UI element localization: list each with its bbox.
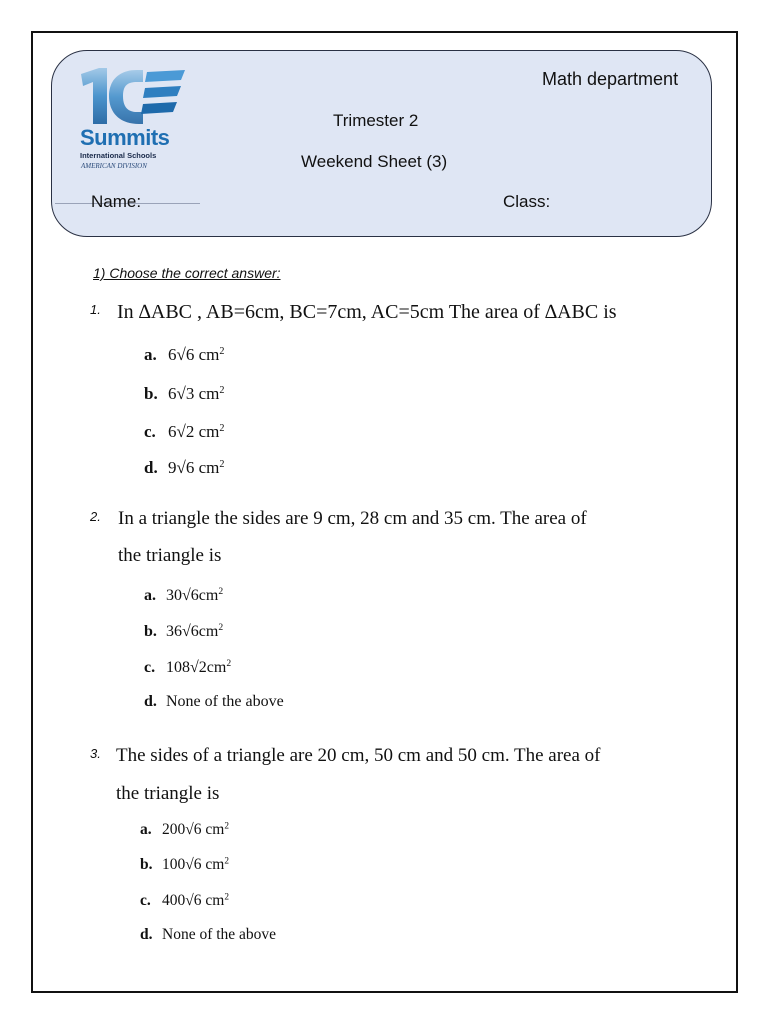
option-item[interactable] <box>140 821 229 839</box>
option-exponent: 2 <box>219 345 225 357</box>
question-text: In a triangle the sides are 9 cm, 28 cm and 35 cm. The area of <box>118 508 587 529</box>
option-letter: d. <box>144 458 158 477</box>
option-value: 6√6 cm <box>168 345 220 364</box>
option-value: 36√6cm <box>166 622 219 640</box>
option-item[interactable] <box>144 622 223 641</box>
option-exponent: 2 <box>224 856 229 867</box>
option-exponent: 2 <box>224 821 229 832</box>
option-item[interactable] <box>140 926 276 944</box>
trimester-label: Trimester 2 <box>333 111 419 130</box>
option-value: 108√2cm <box>166 658 227 676</box>
option-value: 400√6 cm <box>162 892 225 909</box>
department-label: Math department <box>542 69 679 89</box>
sheet-title: Weekend Sheet (3) <box>301 152 448 171</box>
logo-division: AMERICAN DIVISION <box>81 162 147 170</box>
option-exponent: 2 <box>218 622 224 633</box>
option-value: None of the above <box>166 692 284 710</box>
question-text: In ∆ABC , AB=6cm, BC=7cm, AC=5cm The area of ∆ABC is <box>117 301 617 323</box>
option-value: 6√2 cm <box>168 422 220 441</box>
option-exponent: 2 <box>219 384 225 396</box>
option-letter: c. <box>144 658 156 676</box>
option-item[interactable] <box>144 458 224 478</box>
name-label: Name: <box>91 192 142 211</box>
option-letter: b. <box>144 384 158 403</box>
logo-subtitle: International Schools <box>80 151 157 160</box>
option-item[interactable] <box>144 586 223 605</box>
option-value: None of the above <box>162 926 277 943</box>
option-item[interactable] <box>140 892 229 910</box>
option-value: 100√6 cm <box>162 856 225 873</box>
option-item[interactable] <box>144 658 231 677</box>
option-exponent: 2 <box>224 892 229 903</box>
option-item[interactable] <box>144 384 224 404</box>
option-letter: d. <box>140 926 153 943</box>
option-letter: b. <box>140 856 153 873</box>
logo-brand: Summits <box>80 125 170 150</box>
option-item[interactable] <box>144 692 284 711</box>
option-letter: a. <box>144 586 156 604</box>
option-value: 200√6 cm <box>162 821 225 838</box>
option-letter: d. <box>144 692 157 710</box>
option-exponent: 2 <box>219 458 225 470</box>
option-letter: c. <box>144 422 156 441</box>
question-text: The sides of a triangle are 20 cm, 50 cm and 50 cm. The area of <box>116 745 601 766</box>
class-label: Class: <box>503 192 551 211</box>
question-number: 2. <box>90 509 101 524</box>
option-value: 6√3 cm <box>168 384 220 403</box>
option-letter: c. <box>140 892 151 909</box>
option-exponent: 2 <box>226 658 232 669</box>
option-item[interactable] <box>144 422 224 442</box>
question-text-cont: the triangle is <box>118 545 222 566</box>
instruction: 1) Choose the correct answer: <box>93 265 281 281</box>
question-number: 1. <box>90 302 101 317</box>
school-logo <box>77 66 189 174</box>
option-letter: b. <box>144 622 157 640</box>
option-item[interactable] <box>140 856 229 874</box>
option-value: 9√6 cm <box>168 458 220 477</box>
option-value: 30√6cm <box>166 586 219 604</box>
option-exponent: 2 <box>219 422 225 434</box>
option-exponent: 2 <box>218 586 224 597</box>
option-letter: a. <box>140 821 152 838</box>
question-number: 3. <box>90 746 101 761</box>
option-letter: a. <box>144 345 157 364</box>
option-item[interactable] <box>144 345 224 365</box>
question-text-cont: the triangle is <box>116 783 220 804</box>
